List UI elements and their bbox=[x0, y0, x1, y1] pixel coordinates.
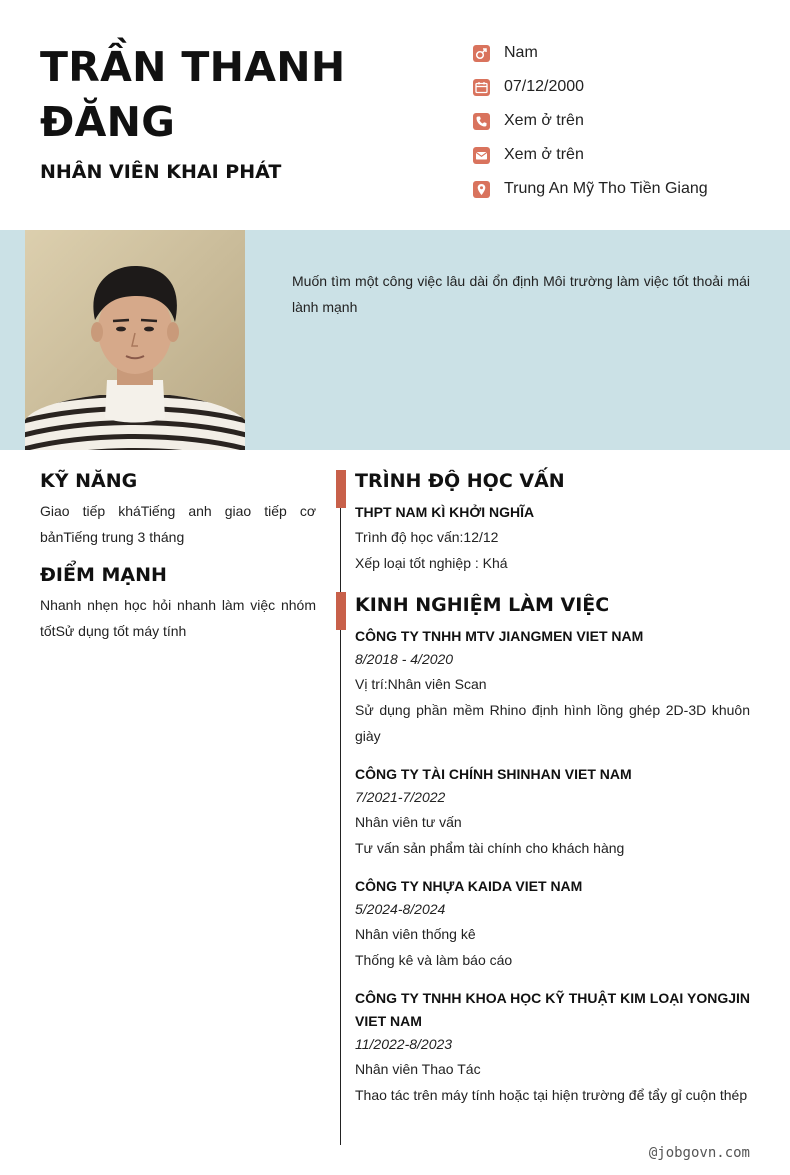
job-position: Vị trí:Nhân viên Scan bbox=[355, 676, 487, 692]
job-description: Tư vấn sản phẩm tài chính cho khách hàng bbox=[355, 840, 625, 856]
job-description: Thao tác trên máy tính hoặc tại hiện trường để tẩy gỉ cuộn thép bbox=[355, 1087, 748, 1103]
job-company: CÔNG TY TNHH KHOA HỌC KỸ THUẬT KIM LOẠI YONGJIN VIET NAM bbox=[355, 990, 750, 1029]
job-company: CÔNG TY NHỰA KAIDA VIET NAM bbox=[355, 878, 583, 894]
left-column bbox=[40, 466, 316, 644]
job-description: Sử dụng phần mềm Rhino định hình lồng ghép 2D-3D khuôn giày bbox=[355, 702, 750, 744]
profile-photo bbox=[25, 230, 245, 450]
strengths-text: Nhanh nhẹn học hỏi nhanh làm việc nhóm tốtSử dụng tốt máy tính bbox=[40, 597, 316, 639]
education-marker bbox=[336, 470, 346, 508]
watermark: @jobgovn.com bbox=[648, 1145, 750, 1161]
job-period: 11/2022-8/2023 bbox=[355, 1036, 453, 1052]
contact-gender bbox=[473, 36, 773, 70]
job-position: Nhân viên tư vấn bbox=[355, 814, 462, 830]
education-school: THPT NAM KÌ KHỞI NGHĨA bbox=[355, 504, 535, 520]
education-section bbox=[355, 466, 750, 576]
skills-title: KỸ NĂNG bbox=[40, 470, 138, 492]
strengths-title: ĐIỂM MẠNH bbox=[40, 564, 167, 586]
experience-section bbox=[355, 590, 750, 1108]
experience-title: KINH NGHIỆM LÀM VIỆC bbox=[355, 594, 610, 616]
contact-address bbox=[473, 172, 773, 206]
contact-birthday bbox=[473, 70, 773, 104]
profile-band bbox=[0, 230, 790, 450]
timeline-line bbox=[340, 470, 341, 1145]
job-entry bbox=[355, 875, 750, 973]
education-grade: Xếp loại tốt nghiệp : Khá bbox=[355, 555, 508, 571]
location-icon bbox=[473, 181, 490, 198]
contact-phone bbox=[473, 104, 773, 138]
education-level: Trình độ học vấn:12/12 bbox=[355, 529, 499, 545]
job-description: Thống kê và làm báo cáo bbox=[355, 952, 513, 968]
cv-header bbox=[0, 0, 790, 230]
candidate-name: TRẦN THANH ĐĂNG bbox=[40, 43, 346, 146]
email-icon bbox=[473, 147, 490, 164]
job-period: 5/2024-8/2024 bbox=[355, 901, 446, 917]
experience-marker bbox=[336, 592, 346, 630]
contact-address-text: Trung An Mỹ Tho Tiền Giang bbox=[504, 180, 708, 197]
job-position: Nhân viên thống kê bbox=[355, 926, 476, 942]
contact-phone-text: Xem ở trên bbox=[504, 112, 584, 129]
job-position: Nhân viên Thao Tác bbox=[355, 1061, 481, 1077]
contact-email bbox=[473, 138, 773, 172]
education-title: TRÌNH ĐỘ HỌC VẤN bbox=[355, 470, 565, 492]
contact-gender-text: Nam bbox=[504, 44, 538, 61]
calendar-icon bbox=[473, 79, 490, 96]
job-entry bbox=[355, 987, 750, 1108]
phone-icon bbox=[473, 113, 490, 130]
job-period: 7/2021-7/2022 bbox=[355, 789, 446, 805]
job-period: 8/2018 - 4/2020 bbox=[355, 651, 454, 667]
job-company: CÔNG TY TNHH MTV JIANGMEN VIET NAM bbox=[355, 628, 644, 644]
contact-birthday-text: 07/12/2000 bbox=[504, 78, 585, 95]
career-objective: Muốn tìm một công việc lâu dài ổn định Môi trường làm việc tốt thoải mái lành mạnh bbox=[292, 273, 750, 315]
gender-icon bbox=[473, 45, 490, 62]
contact-list bbox=[473, 36, 773, 206]
job-entry bbox=[355, 625, 750, 749]
skills-text: Giao tiếp kháTiếng anh giao tiếp cơ bảnTiếng trung 3 tháng bbox=[40, 503, 316, 545]
contact-email-text: Xem ở trên bbox=[504, 146, 584, 163]
candidate-job-title: NHÂN VIÊN KHAI PHÁT bbox=[40, 161, 282, 183]
job-company: CÔNG TY TÀI CHÍNH SHINHAN VIET NAM bbox=[355, 766, 632, 782]
job-entry bbox=[355, 763, 750, 861]
right-column bbox=[355, 466, 750, 1108]
